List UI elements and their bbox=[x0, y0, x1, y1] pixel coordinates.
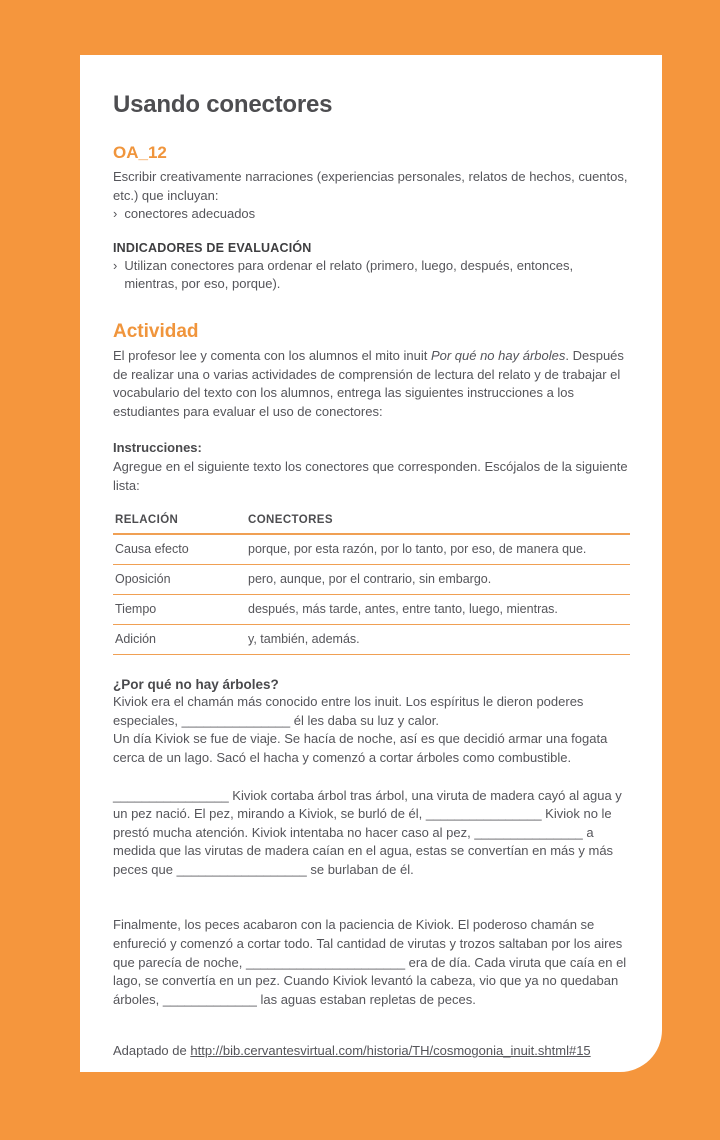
chevron-icon: › bbox=[113, 257, 118, 273]
table-row bbox=[113, 534, 630, 565]
table-header-relacion: RELACIÓN bbox=[113, 511, 246, 534]
table-header-conectores: CONECTORES bbox=[246, 511, 630, 534]
story-paragraph-3: ________________ Kiviok cortaba árbol tras árbol, una viruta de madera cayó al agua y un pez nació. El pez, mirando a Kiviok, se burló de él, ________________ Kiviok no le prestó mucha atención. Kiviok intentaba no hacer caso al pez, _______________ a medida que las virutas de madera caían en el agua, estas se convertían en más y más peces que __________________ se burlaban de él. bbox=[113, 787, 622, 877]
table-row bbox=[113, 595, 630, 625]
table-row bbox=[113, 565, 630, 595]
actividad-intro-start: El profesor lee y comenta con los alumnos el mito inuit bbox=[113, 347, 431, 363]
connectors-table bbox=[113, 511, 630, 655]
story-paragraph-2: Un día Kiviok se fue de viaje. Se hacía de noche, así es que decidió armar una fogata cerca de un lago. Sacó el hacha y comenzó a cortar árboles como combustible. bbox=[113, 731, 608, 765]
cell-relacion: Tiempo bbox=[113, 595, 246, 625]
source-line bbox=[113, 1042, 630, 1061]
story-paragraph-4: Finalmente, los peces acabaron con la paciencia de Kiviok. El poderoso chamán se enfureció y comenzó a cortar todo. Tal cantidad de virutas y trozos saltaban por los aires que parecía de noche, ______________________ era de día. Cada viruta que caía en el lago, se convertía en un pez. Cuando Kiviok levantó la cabeza, vio que ya no quedaban árboles, _____________ las aguas estaban repletas de peces. bbox=[113, 917, 627, 1007]
actividad-heading: Actividad bbox=[113, 320, 199, 342]
page-title: Usando conectores bbox=[113, 91, 333, 118]
chevron-icon: › bbox=[113, 206, 118, 222]
cell-conectores: después, más tarde, antes, entre tanto, luego, mientras. bbox=[246, 595, 630, 625]
table-row bbox=[113, 625, 630, 655]
mito-title-italic: Por qué no hay árboles bbox=[430, 347, 566, 363]
cell-conectores: pero, aunque, por el contrario, sin embargo. bbox=[246, 565, 630, 595]
indicadores-bullet-text: Utilizan conectores para ordenar el relato (primero, luego, después, entonces, mientras, por eso, porque). bbox=[124, 257, 574, 292]
oa-intro: Escribir creativamente narraciones (experiencias personales, relatos de hechos, cuentos, etc.) que incluyan: bbox=[113, 169, 628, 203]
instrucciones-body: Agregue en el siguiente texto los conectores que corresponden. Escójalos de la siguiente lista: bbox=[113, 458, 628, 493]
source-prefix: Adaptado de bbox=[113, 1043, 191, 1059]
cell-relacion: Oposición bbox=[113, 565, 246, 595]
table-header-row bbox=[113, 511, 630, 534]
cell-conectores: y, también, además. bbox=[246, 625, 630, 655]
instrucciones-heading: Instrucciones: bbox=[113, 440, 202, 456]
cell-conectores: porque, por esta razón, por lo tanto, por eso, de manera que. bbox=[246, 534, 630, 565]
story-paragraph-1: Kiviok era el chamán más conocido entre los inuit. Los espíritus le dieron poderes especiales, _______________ él les daba su luz y calor. bbox=[113, 694, 584, 728]
indicadores-bullet bbox=[113, 257, 630, 294]
actividad-intro-end: . Después de realizar una o varias actividades de comprensión de lectura del relato y de trabajar el vocabulario del texto con los alumnos, entrega las siguientes instrucciones a los estudiantes para evaluar el uso de conectores: bbox=[113, 347, 624, 419]
actividad-intro bbox=[113, 347, 630, 421]
cell-relacion: Causa efecto bbox=[113, 534, 246, 565]
cell-relacion: Adición bbox=[113, 625, 246, 655]
source-link[interactable]: http://bib.cervantesvirtual.com/historia/TH/cosmogonia_inuit.shtml#15 bbox=[190, 1043, 591, 1059]
story-title: ¿Por qué no hay árboles? bbox=[113, 677, 279, 693]
oa-bullet bbox=[113, 205, 630, 224]
oa-heading: OA_12 bbox=[113, 143, 167, 162]
oa-bullet-text: conectores adecuados bbox=[124, 206, 256, 222]
worksheet-page bbox=[80, 55, 662, 1072]
indicadores-heading: INDICADORES DE EVALUACIÓN bbox=[113, 240, 312, 255]
